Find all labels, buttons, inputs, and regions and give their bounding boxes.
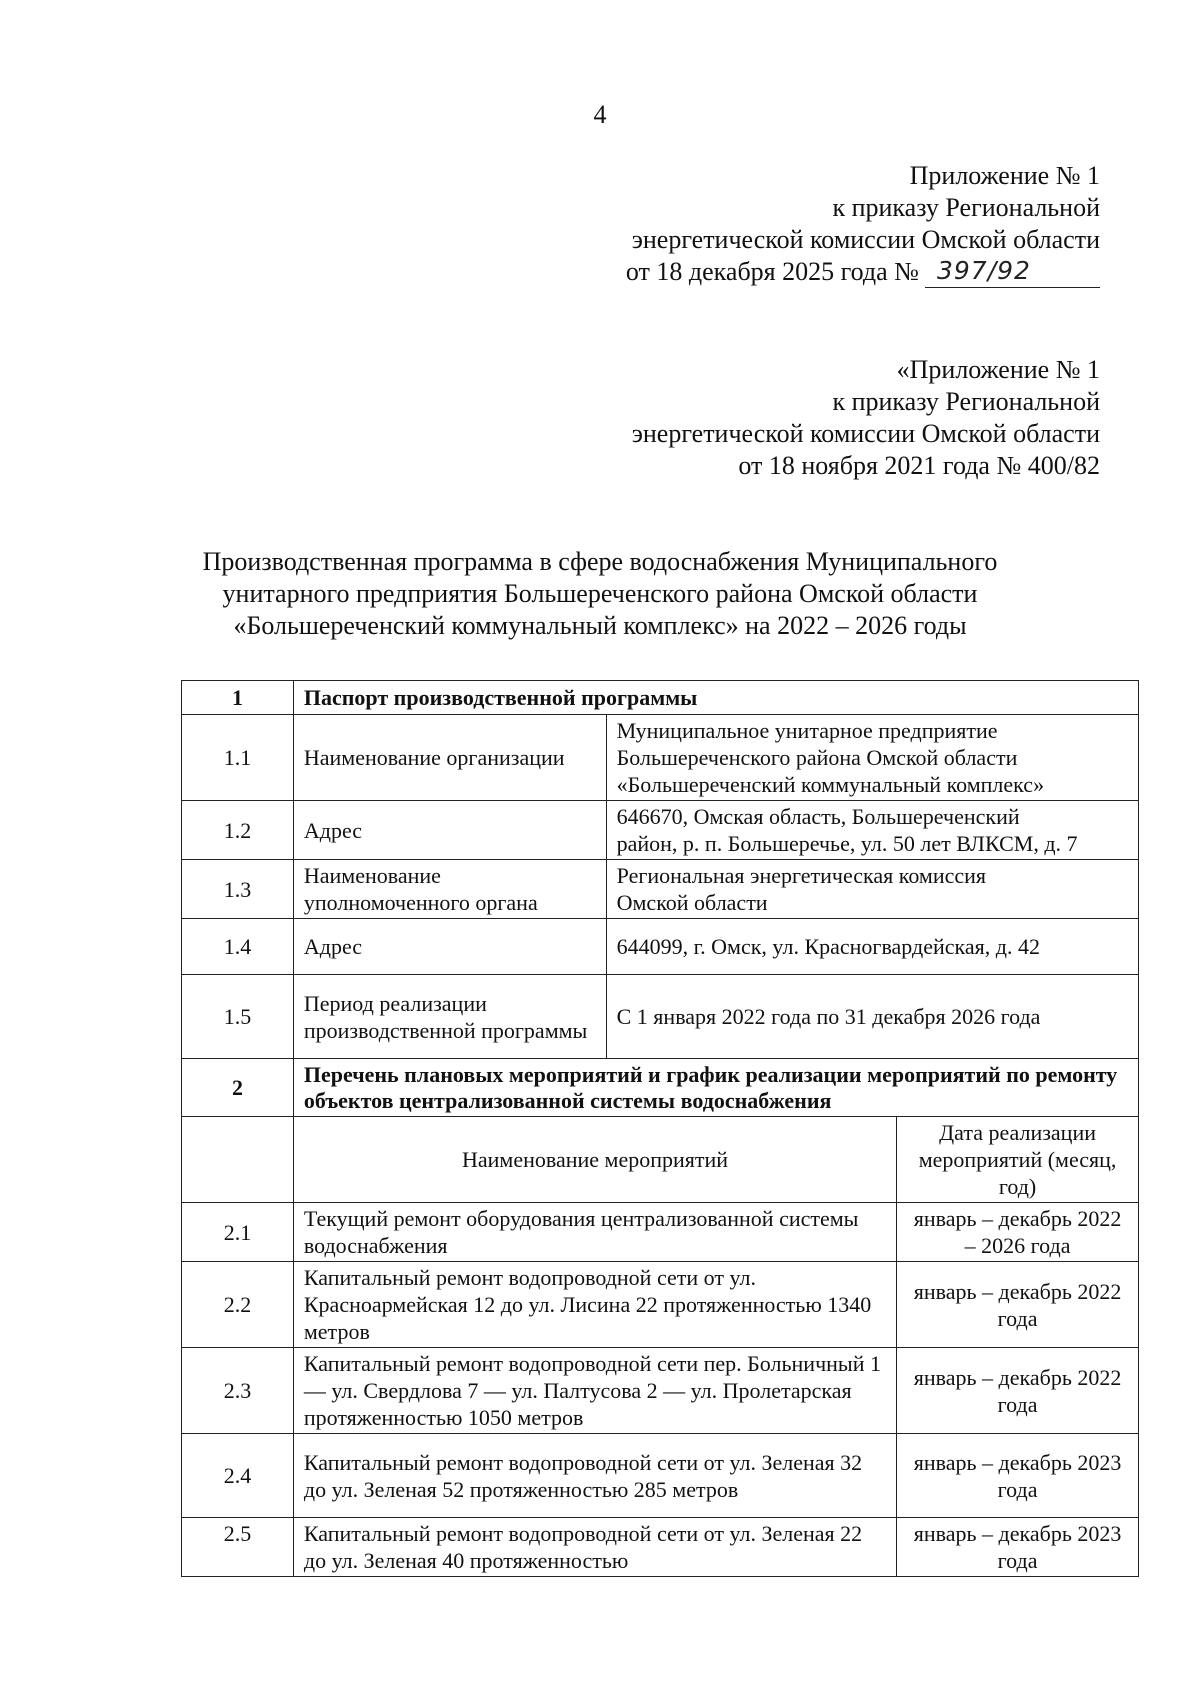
column-header-row <box>182 1117 1139 1203</box>
activity-name: Капитальный ремонт водопроводной сети от ул. Зеленая 22 до ул. Зеленая 40 протяженностью <box>293 1518 896 1577</box>
activity-name: Капитальный ремонт водопроводной сети от ул. Зеленая 32 до ул. Зеленая 52 протяженностью 285 метров <box>293 1434 896 1518</box>
row-value <box>606 860 1138 919</box>
handwritten-order-number: 397/92 <box>937 256 1031 285</box>
row-number: 2.2 <box>182 1262 294 1348</box>
table-row <box>182 715 1139 801</box>
empty-cell <box>182 1117 294 1203</box>
section-heading: Перечень плановых мероприятий и график реализации мероприятий по ремонту объектов централизованной системы водоснабжения <box>293 1059 1138 1117</box>
table-row <box>182 801 1139 860</box>
table-row <box>182 860 1139 919</box>
activity-date: январь – декабрь 2023 года <box>897 1434 1139 1518</box>
row-value <box>606 975 1138 1059</box>
row-number: 2.3 <box>182 1348 294 1434</box>
value-line: 646670, Омская область, Большереченский <box>616 804 1020 829</box>
row-number: 2.5 <box>182 1518 294 1577</box>
appendix-current <box>626 160 1100 288</box>
row-number: 1.4 <box>182 919 294 975</box>
appendix-current-line2: к приказу Региональной <box>832 193 1100 222</box>
row-number: 1.2 <box>182 801 294 860</box>
section-header-row <box>182 681 1139 715</box>
row-value <box>606 801 1138 860</box>
row-number: 2.1 <box>182 1203 294 1262</box>
column-header-name: Наименование мероприятий <box>293 1117 896 1203</box>
appendix-previous-line3: энергетической комиссии Омской области <box>631 419 1100 448</box>
table-row <box>182 975 1139 1059</box>
section-header-row <box>182 1059 1139 1117</box>
value-line: Муниципальное унитарное предприятие <box>616 718 998 743</box>
appendix-previous <box>632 354 1100 482</box>
activity-name: Капитальный ремонт водопроводной сети от ул. Красноармейская 12 до ул. Лисина 22 протяженностью 1340 метров <box>293 1262 896 1348</box>
row-label: Адрес <box>293 919 606 975</box>
section-number: 2 <box>182 1059 294 1117</box>
order-number-field <box>925 256 1100 288</box>
row-value <box>606 919 1138 975</box>
value-line: 644099, г. Омск, ул. Красногвардейская, д. 42 <box>616 934 1040 959</box>
program-table <box>181 680 1139 1577</box>
document-title <box>0 546 1200 642</box>
appendix-previous-line4: от 18 ноября 2021 года № 400/82 <box>738 451 1100 480</box>
table-row <box>182 1348 1139 1434</box>
row-label: Наименование уполномоченного органа <box>293 860 606 919</box>
row-label: Наименование организации <box>293 715 606 801</box>
row-label: Адрес <box>293 801 606 860</box>
activity-date: январь – декабрь 2023 года <box>897 1518 1139 1577</box>
appendix-current-line3: энергетической комиссии Омской области <box>631 225 1100 254</box>
title-line3: «Большереченский коммунальный комплекс» на 2022 – 2026 годы <box>233 611 967 640</box>
value-line: район, р. п. Большеречье, ул. 50 лет ВЛКСМ, д. 7 <box>616 831 1078 856</box>
activity-date: январь – декабрь 2022 года <box>897 1348 1139 1434</box>
column-header-date: Дата реализации мероприятий (месяц, год) <box>897 1117 1139 1203</box>
value-line: Омской области <box>616 890 768 915</box>
row-value <box>606 715 1138 801</box>
activity-date: январь – декабрь 2022 – 2026 года <box>897 1203 1139 1262</box>
activity-date: январь – декабрь 2022 года <box>897 1262 1139 1348</box>
section-heading: Паспорт производственной программы <box>293 681 1138 715</box>
table-row <box>182 1518 1139 1577</box>
table-row <box>182 1203 1139 1262</box>
title-line1: Производственная программа в сфере водоснабжения Муниципального <box>202 547 998 576</box>
table-row <box>182 919 1139 975</box>
row-number: 1.3 <box>182 860 294 919</box>
value-line: Большереченского района Омской области <box>616 745 1018 770</box>
appendix-previous-line2: к приказу Региональной <box>832 387 1100 416</box>
appendix-previous-line1: «Приложение № 1 <box>896 355 1100 384</box>
title-line2: унитарного предприятия Большереченского района Омской области <box>222 579 978 608</box>
appendix-current-line1: Приложение № 1 <box>909 161 1100 190</box>
value-line: С 1 января 2022 года по 31 декабря 2026 года <box>616 1004 1041 1029</box>
row-number: 2.4 <box>182 1434 294 1518</box>
page-number: 4 <box>593 100 607 129</box>
value-line: «Большереченский коммунальный комплекс» <box>616 772 1045 797</box>
section-number: 1 <box>182 681 294 715</box>
activity-name: Капитальный ремонт водопроводной сети пер. Больничный 1 — ул. Свердлова 7 — ул. Палтусова 2 — ул. Пролетарская протяженностью 1050 метров <box>293 1348 896 1434</box>
row-number: 1.5 <box>182 975 294 1059</box>
row-label: Период реализации производственной программы <box>293 975 606 1059</box>
order-date-prefix: от 18 декабря 2025 года № <box>625 257 919 286</box>
value-line: Региональная энергетическая комиссия <box>616 863 987 888</box>
appendix-current-line4 <box>626 256 1100 288</box>
table-row <box>182 1434 1139 1518</box>
table-row <box>182 1262 1139 1348</box>
activity-name: Текущий ремонт оборудования централизованной системы водоснабжения <box>293 1203 896 1262</box>
row-number: 1.1 <box>182 715 294 801</box>
